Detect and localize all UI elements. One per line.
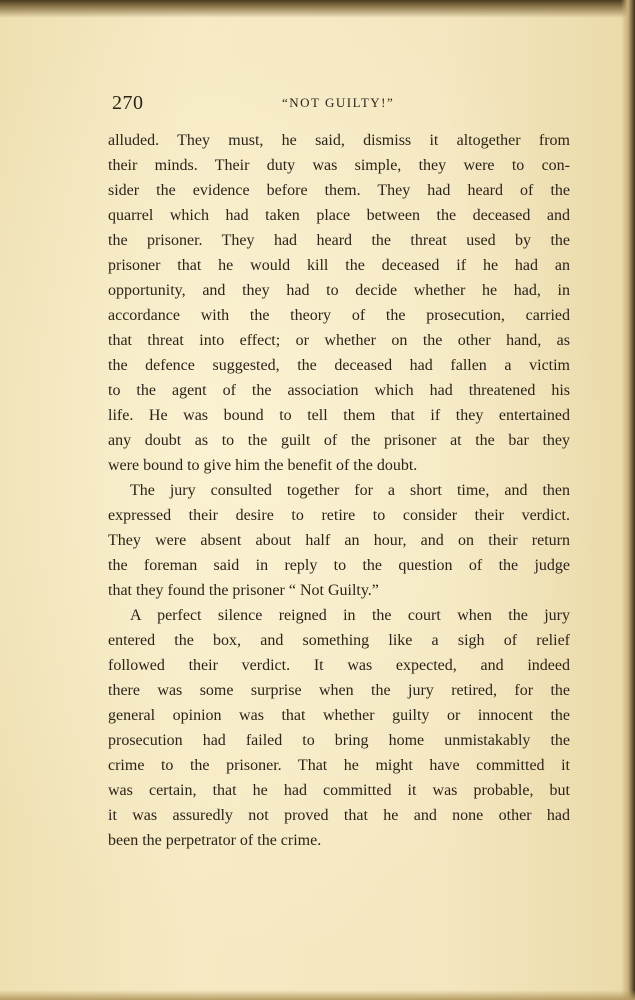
- text-line: prisoner that he would kill the deceased if he had an: [108, 257, 570, 274]
- text-line: expressed their desire to retire to consider their verdict.: [108, 507, 570, 524]
- text-line: general opinion was that whether guilty or innocent the: [108, 707, 570, 724]
- page-bottom-edge: [0, 990, 635, 1000]
- text-line: were bound to give him the benefit of the doubt.: [108, 457, 418, 474]
- text-line: was certain, that he had committed it was probable, but: [108, 782, 570, 799]
- text-line: accordance with the theory of the prosecution, carried: [108, 307, 570, 324]
- paragraph: [108, 478, 570, 603]
- text-line: that threat into effect; or whether on the other hand, as: [108, 332, 570, 349]
- text-line: any doubt as to the guilt of the prisoner at the bar they: [108, 432, 570, 449]
- page-header: [112, 92, 570, 118]
- text-line: opportunity, and they had to decide whether he had, in: [108, 282, 570, 299]
- text-line: alluded. They must, he said, dismiss it altogether from: [108, 132, 570, 149]
- text-line: it was assuredly not proved that he and none other had: [108, 807, 570, 824]
- text-line: prosecution had failed to bring home unmistakably the: [108, 732, 570, 749]
- text-line: A perfect silence reigned in the court when the jury: [130, 607, 570, 624]
- text-line: the defence suggested, the deceased had fallen a victim: [108, 357, 570, 374]
- body-text: [108, 128, 570, 853]
- text-line: there was some surprise when the jury retired, for the: [108, 682, 570, 699]
- text-line: entered the box, and something like a sigh of relief: [108, 632, 570, 649]
- page-number: 270: [112, 92, 144, 114]
- text-line: that they found the prisoner “ Not Guilty.”: [108, 582, 379, 599]
- text-line: sider the evidence before them. They had heard of the: [108, 182, 570, 199]
- page-binding-edge: [621, 0, 635, 1000]
- text-line: They were absent about half an hour, and on their return: [108, 532, 570, 549]
- text-line: to the agent of the association which had threatened his: [108, 382, 570, 399]
- page-top-edge: [0, 0, 635, 18]
- text-line: life. He was bound to tell them that if they entertained: [108, 407, 570, 424]
- text-line: their minds. Their duty was simple, they were to con-: [108, 157, 570, 174]
- running-head: “NOT GUILTY!”: [282, 95, 395, 110]
- text-line: the prisoner. They had heard the threat used by the: [108, 232, 570, 249]
- text-line: been the perpetrator of the crime.: [108, 832, 322, 849]
- text-line: The jury consulted together for a short time, and then: [130, 482, 570, 499]
- paragraph: [108, 603, 570, 853]
- text-line: followed their verdict. It was expected, and indeed: [108, 657, 570, 674]
- text-line: quarrel which had taken place between the deceased and: [108, 207, 570, 224]
- text-line: crime to the prisoner. That he might have committed it: [108, 757, 570, 774]
- paragraph: [108, 128, 570, 478]
- text-line: the foreman said in reply to the question of the judge: [108, 557, 570, 574]
